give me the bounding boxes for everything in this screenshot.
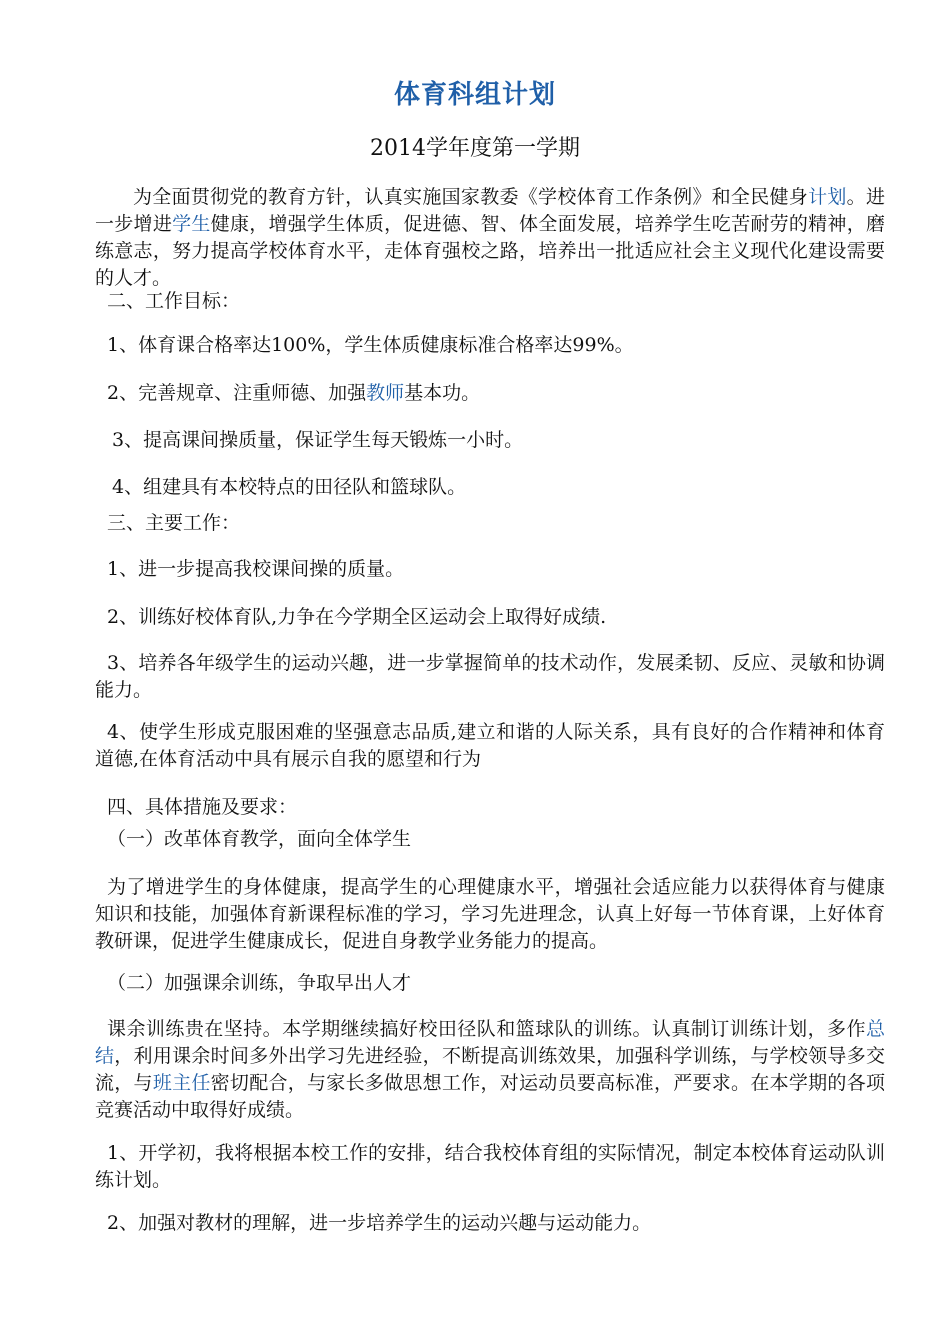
measure-2-text (95, 1016, 885, 1124)
measure-2-text-a: 课余训练贵在坚持。本学期继续搞好校田径队和篮球队的训练。认真制订训练计划，多作 (107, 1018, 866, 1040)
section3-heading: 三、主要工作： (107, 512, 241, 534)
work-item-3: 3、培养各年级学生的运动兴趣，进一步掌握简单的技术动作，发展柔韧、反应、灵敏和协调能力。 (95, 652, 885, 701)
measure-item-2: 2、加强对教材的理解，进一步培养学生的运动兴趣与运动能力。 (107, 1212, 652, 1234)
work-item-2: 2、训练好校体育队,力争在今学期全区运动会上取得好成绩. (107, 606, 607, 628)
page-title: 体育科组计划 (393, 80, 556, 110)
intro-paragraph (95, 184, 885, 292)
intro-text-1: 为全面贯彻党的教育方针，认真实施国家教委《学校体育工作条例》和全民健身 (133, 186, 809, 208)
measure-1-text: 为了增进学生的身体健康，提高学生的心理健康水平，增强社会适应能力以获得体育与健康知识和技能，加强体育新课程标准的学习，学习先进理念，认真上好每一节体育课，上好体育教研课，促进学生健康成长，促进自身教学业务能力的提高。 (95, 876, 885, 952)
section4-heading: 四、具体措施及要求： (107, 796, 298, 818)
intro-text-3: 健康，增强学生体质，促进德、智、体全面发展，培养学生吃苦耐劳的精神，磨练意志，努力提高学校体育水平，走体育强校之路，培养出一批适应社会主义现代化建设需要的人才。 (95, 213, 885, 289)
goal-item-2 (107, 380, 480, 407)
page-subtitle: 2014学年度第一学期 (370, 136, 580, 161)
link-student[interactable]: 学生 (172, 213, 211, 235)
goal-item-1: 1、体育课合格率达100%，学生体质健康标准合格率达99%。 (107, 334, 634, 356)
measure-item-1: 1、开学初，我将根据本校工作的安排，结合我校体育组的实际情况，制定本校体育运动队训练计划。 (95, 1142, 885, 1191)
section2-heading: 二、工作目标： (107, 290, 241, 312)
link-head-teacher[interactable]: 班主任 (152, 1072, 211, 1094)
measure-1-heading: （一）改革体育教学，面向全体学生 (107, 828, 412, 850)
goal-item-2-text-b: 基本功。 (404, 382, 481, 404)
measure-2-text-c: 密切配合，与家长多做思想工作，对运动员要高标准，严要求。在本学期的各项竞赛活动中取得好成绩。 (95, 1072, 885, 1121)
measure-2-heading: （二）加强课余训练，争取早出人才 (107, 972, 412, 994)
work-item-1: 1、进一步提高我校课间操的质量。 (107, 558, 405, 580)
link-summary[interactable]: 总结 (95, 1018, 885, 1067)
link-teacher[interactable]: 教师 (366, 382, 405, 404)
work-item-4: 4、使学生形成克服困难的坚强意志品质,建立和谐的人际关系，具有良好的合作精神和体育道德,在体育活动中具有展示自我的愿望和行为 (95, 721, 885, 770)
goal-item-3: 3、提高课间操质量，保证学生每天锻炼一小时。 (112, 429, 524, 451)
measure-2-text-b: ，利用课余时间多外出学习先进经验，不断提高训练效果，加强科学训练，与学校领导多交流，与 (95, 1045, 885, 1094)
intro-text-2: 。进一步增进 (95, 186, 885, 235)
link-plan[interactable]: 计划 (808, 186, 847, 208)
goal-item-4: 4、组建具有本校特点的田径队和篮球队。 (112, 476, 467, 498)
goal-item-2-text-a: 2、完善规章、注重师德、加强 (107, 382, 367, 404)
